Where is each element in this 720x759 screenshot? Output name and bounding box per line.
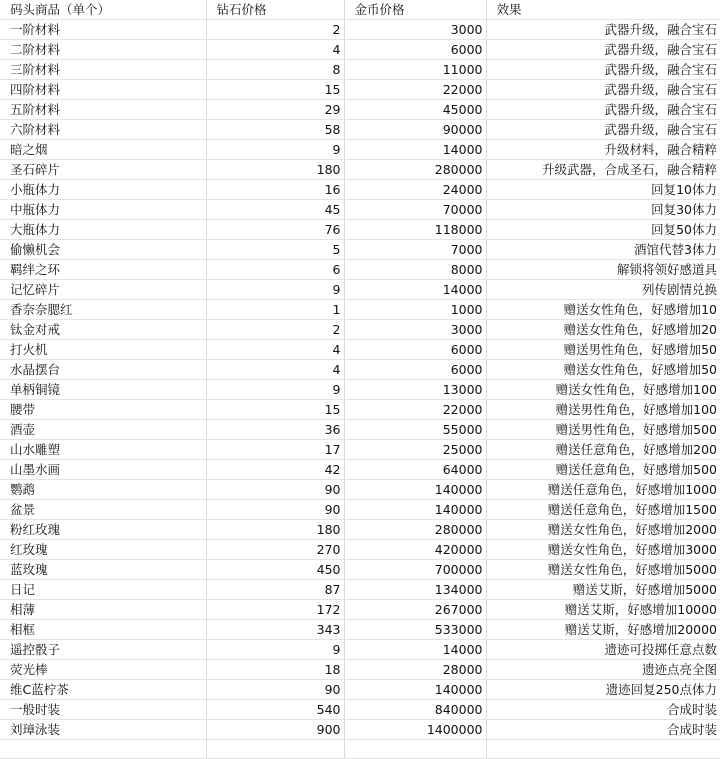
table-row xyxy=(0,640,720,660)
table-row xyxy=(0,300,720,320)
diamond-price-cell[interactable]: 9 xyxy=(206,380,344,400)
diamond-price-cell[interactable]: 29 xyxy=(206,100,344,120)
gold-price-cell[interactable]: 280000 xyxy=(344,160,486,180)
gold-price-cell[interactable]: 118000 xyxy=(344,220,486,240)
diamond-price-cell[interactable]: 2 xyxy=(206,20,344,40)
diamond-price-cell[interactable]: 5 xyxy=(206,240,344,260)
table-row xyxy=(0,280,720,300)
effect-cell[interactable]: 赠送艾斯，好感增加20000 xyxy=(486,620,720,640)
table-row xyxy=(0,40,720,60)
effect-cell[interactable]: 赠送艾斯，好感增加5000 xyxy=(486,580,720,600)
gold-price-cell[interactable]: 28000 xyxy=(344,660,486,680)
empty-cell[interactable] xyxy=(344,740,486,759)
effect-cell[interactable]: 赠送女性角色，好感增加5000 xyxy=(486,560,720,580)
gold-price-cell[interactable]: 3000 xyxy=(344,320,486,340)
diamond-price-cell[interactable]: 90 xyxy=(206,680,344,700)
diamond-price-cell[interactable]: 343 xyxy=(206,620,344,640)
table-row xyxy=(0,220,720,240)
header-diamond-price[interactable]: 钻石价格 xyxy=(206,0,344,20)
diamond-price-cell[interactable]: 17 xyxy=(206,440,344,460)
table-row xyxy=(0,260,720,280)
table-row xyxy=(0,120,720,140)
table-row xyxy=(0,720,720,740)
table-row xyxy=(0,100,720,120)
item-name-cell[interactable]: 六阶材料 xyxy=(0,120,206,140)
item-name-cell[interactable]: 维C蓝柠茶 xyxy=(0,680,206,700)
gold-price-cell[interactable]: 140000 xyxy=(344,480,486,500)
effect-cell[interactable]: 遗迹回复250点体力 xyxy=(486,680,720,700)
effect-cell[interactable]: 遗迹点亮全图 xyxy=(486,660,720,680)
diamond-price-cell[interactable]: 9 xyxy=(206,640,344,660)
table-row xyxy=(0,700,720,720)
table-body xyxy=(0,20,720,740)
gold-price-cell[interactable]: 420000 xyxy=(344,540,486,560)
item-name-cell[interactable]: 四阶材料 xyxy=(0,80,206,100)
table-row xyxy=(0,160,720,180)
effect-cell[interactable]: 列传剧情兑换 xyxy=(486,280,720,300)
item-name-cell[interactable]: 红玫瑰 xyxy=(0,540,206,560)
diamond-price-cell[interactable]: 87 xyxy=(206,580,344,600)
table-row xyxy=(0,500,720,520)
table-row xyxy=(0,680,720,700)
gold-price-cell[interactable]: 267000 xyxy=(344,600,486,620)
diamond-price-cell[interactable]: 4 xyxy=(206,40,344,60)
diamond-price-cell[interactable]: 900 xyxy=(206,720,344,740)
diamond-price-cell[interactable]: 16 xyxy=(206,180,344,200)
table-row xyxy=(0,440,720,460)
diamond-price-cell[interactable]: 45 xyxy=(206,200,344,220)
table-row xyxy=(0,600,720,620)
item-name-cell[interactable]: 打火机 xyxy=(0,340,206,360)
item-name-cell[interactable]: 记忆碎片 xyxy=(0,280,206,300)
item-name-cell[interactable]: 暗之烟 xyxy=(0,140,206,160)
header-item-name[interactable]: 码头商品（单个） xyxy=(0,0,206,20)
table-row xyxy=(0,60,720,80)
gold-price-cell[interactable]: 22000 xyxy=(344,80,486,100)
table-row xyxy=(0,140,720,160)
gold-price-cell[interactable]: 1400000 xyxy=(344,720,486,740)
table-row xyxy=(0,80,720,100)
gold-price-cell[interactable]: 45000 xyxy=(344,100,486,120)
item-name-cell[interactable]: 相框 xyxy=(0,620,206,640)
effect-cell[interactable]: 赠送女性角色，好感增加100 xyxy=(486,380,720,400)
item-name-cell[interactable]: 圣石碎片 xyxy=(0,160,206,180)
table-row xyxy=(0,340,720,360)
gold-price-cell[interactable]: 6000 xyxy=(344,40,486,60)
effect-cell[interactable]: 赠送任意角色，好感增加500 xyxy=(486,460,720,480)
item-name-cell[interactable]: 钛金对戒 xyxy=(0,320,206,340)
item-name-cell[interactable]: 五阶材料 xyxy=(0,100,206,120)
diamond-price-cell[interactable]: 6 xyxy=(206,260,344,280)
gold-price-cell[interactable]: 13000 xyxy=(344,380,486,400)
item-name-cell[interactable]: 单柄铜镜 xyxy=(0,380,206,400)
effect-cell[interactable]: 回复50体力 xyxy=(486,220,720,240)
gold-price-cell[interactable]: 533000 xyxy=(344,620,486,640)
diamond-price-cell[interactable]: 8 xyxy=(206,60,344,80)
effect-cell[interactable]: 升级武器，合成圣石，融合精粹 xyxy=(486,160,720,180)
diamond-price-cell[interactable]: 36 xyxy=(206,420,344,440)
effect-cell[interactable]: 赠送女性角色，好感增加50 xyxy=(486,360,720,380)
gold-price-cell[interactable]: 7000 xyxy=(344,240,486,260)
effect-cell[interactable]: 赠送任意角色，好感增加200 xyxy=(486,440,720,460)
table-row xyxy=(0,20,720,40)
item-name-cell[interactable]: 荧光棒 xyxy=(0,660,206,680)
item-name-cell[interactable]: 相薄 xyxy=(0,600,206,620)
effect-cell[interactable]: 赠送女性角色，好感增加2000 xyxy=(486,520,720,540)
gold-price-cell[interactable]: 22000 xyxy=(344,400,486,420)
diamond-price-cell[interactable]: 4 xyxy=(206,340,344,360)
gold-price-cell[interactable]: 840000 xyxy=(344,700,486,720)
item-name-cell[interactable]: 盆景 xyxy=(0,500,206,520)
gold-price-cell[interactable]: 700000 xyxy=(344,560,486,580)
item-name-cell[interactable]: 三阶材料 xyxy=(0,60,206,80)
diamond-price-cell[interactable]: 90 xyxy=(206,500,344,520)
diamond-price-cell[interactable]: 1 xyxy=(206,300,344,320)
table-row xyxy=(0,360,720,380)
effect-cell[interactable]: 升级材料，融合精粹 xyxy=(486,140,720,160)
effect-cell[interactable]: 酒馆代替3体力 xyxy=(486,240,720,260)
effect-cell[interactable]: 赠送男性角色，好感增加100 xyxy=(486,400,720,420)
item-name-cell[interactable]: 香奈奈腮红 xyxy=(0,300,206,320)
item-name-cell[interactable]: 一阶材料 xyxy=(0,20,206,40)
item-name-cell[interactable]: 蓝玫瑰 xyxy=(0,560,206,580)
diamond-price-cell[interactable]: 4 xyxy=(206,360,344,380)
effect-cell[interactable]: 合成时装 xyxy=(486,720,720,740)
gold-price-cell[interactable]: 280000 xyxy=(344,520,486,540)
gold-price-cell[interactable]: 55000 xyxy=(344,420,486,440)
gold-price-cell[interactable]: 14000 xyxy=(344,280,486,300)
table-row xyxy=(0,200,720,220)
item-name-cell[interactable]: 酒壶 xyxy=(0,420,206,440)
diamond-price-cell[interactable]: 42 xyxy=(206,460,344,480)
gold-price-cell[interactable]: 90000 xyxy=(344,120,486,140)
diamond-price-cell[interactable]: 2 xyxy=(206,320,344,340)
gold-price-cell[interactable]: 24000 xyxy=(344,180,486,200)
effect-cell[interactable]: 武器升级，融合宝石 xyxy=(486,100,720,120)
gold-price-cell[interactable]: 140000 xyxy=(344,500,486,520)
table-row xyxy=(0,400,720,420)
table-row xyxy=(0,480,720,500)
diamond-price-cell[interactable]: 450 xyxy=(206,560,344,580)
table-row xyxy=(0,320,720,340)
item-name-cell[interactable]: 粉红玫瑰 xyxy=(0,520,206,540)
gold-price-cell[interactable]: 11000 xyxy=(344,60,486,80)
item-name-cell[interactable]: 偷懒机会 xyxy=(0,240,206,260)
table-row xyxy=(0,380,720,400)
diamond-price-cell[interactable]: 180 xyxy=(206,520,344,540)
empty-cell[interactable] xyxy=(206,740,344,759)
gold-price-cell[interactable]: 1000 xyxy=(344,300,486,320)
diamond-price-cell[interactable]: 76 xyxy=(206,220,344,240)
item-name-cell[interactable]: 二阶材料 xyxy=(0,40,206,60)
diamond-price-cell[interactable]: 58 xyxy=(206,120,344,140)
item-name-cell[interactable]: 一般时装 xyxy=(0,700,206,720)
diamond-price-cell[interactable]: 270 xyxy=(206,540,344,560)
gold-price-cell[interactable]: 140000 xyxy=(344,680,486,700)
diamond-price-cell[interactable]: 18 xyxy=(206,660,344,680)
diamond-price-cell[interactable]: 180 xyxy=(206,160,344,180)
table-row xyxy=(0,560,720,580)
gold-price-cell[interactable]: 6000 xyxy=(344,360,486,380)
gold-price-cell[interactable]: 25000 xyxy=(344,440,486,460)
table-row xyxy=(0,180,720,200)
effect-cell[interactable]: 武器升级，融合宝石 xyxy=(486,40,720,60)
effect-cell[interactable]: 合成时装 xyxy=(486,700,720,720)
gold-price-cell[interactable]: 134000 xyxy=(344,580,486,600)
gold-price-cell[interactable]: 70000 xyxy=(344,200,486,220)
table-row xyxy=(0,620,720,640)
diamond-price-cell[interactable]: 15 xyxy=(206,400,344,420)
table-row xyxy=(0,580,720,600)
table-row xyxy=(0,660,720,680)
table-row xyxy=(0,460,720,480)
gold-price-cell[interactable]: 64000 xyxy=(344,460,486,480)
table-row xyxy=(0,420,720,440)
item-name-cell[interactable]: 腰带 xyxy=(0,400,206,420)
item-name-cell[interactable]: 羁绊之环 xyxy=(0,260,206,280)
item-name-cell[interactable]: 中瓶体力 xyxy=(0,200,206,220)
item-name-cell[interactable]: 小瓶体力 xyxy=(0,180,206,200)
diamond-price-cell[interactable]: 172 xyxy=(206,600,344,620)
effect-cell[interactable]: 解锁将领好感道具 xyxy=(486,260,720,280)
effect-cell[interactable]: 赠送女性角色，好感增加3000 xyxy=(486,540,720,560)
effect-cell[interactable]: 赠送女性角色，好感增加20 xyxy=(486,320,720,340)
gold-price-cell[interactable]: 3000 xyxy=(344,20,486,40)
gold-price-cell[interactable]: 14000 xyxy=(344,640,486,660)
effect-cell[interactable]: 赠送任意角色，好感增加1500 xyxy=(486,500,720,520)
diamond-price-cell[interactable]: 90 xyxy=(206,480,344,500)
empty-row xyxy=(0,740,720,759)
effect-cell[interactable]: 遗迹可投掷任意点数 xyxy=(486,640,720,660)
header-gold-price[interactable]: 金币价格 xyxy=(344,0,486,20)
header-row xyxy=(0,0,720,20)
effect-cell[interactable]: 赠送男性角色，好感增加500 xyxy=(486,420,720,440)
empty-cell[interactable] xyxy=(486,740,720,759)
empty-cell[interactable] xyxy=(0,740,206,759)
effect-cell[interactable]: 武器升级，融合宝石 xyxy=(486,80,720,100)
diamond-price-cell[interactable]: 540 xyxy=(206,700,344,720)
item-name-cell[interactable]: 山水雕塑 xyxy=(0,440,206,460)
item-name-cell[interactable]: 刘璋泳装 xyxy=(0,720,206,740)
item-name-cell[interactable]: 日记 xyxy=(0,580,206,600)
table-row xyxy=(0,240,720,260)
effect-cell[interactable]: 武器升级，融合宝石 xyxy=(486,120,720,140)
gold-price-cell[interactable]: 6000 xyxy=(344,340,486,360)
gold-price-cell[interactable]: 8000 xyxy=(344,260,486,280)
item-name-cell[interactable]: 山墨水画 xyxy=(0,460,206,480)
item-name-cell[interactable]: 鹦鹉 xyxy=(0,480,206,500)
item-name-cell[interactable]: 水晶摆台 xyxy=(0,360,206,380)
effect-cell[interactable]: 赠送男性角色，好感增加50 xyxy=(486,340,720,360)
effect-cell[interactable]: 武器升级，融合宝石 xyxy=(486,60,720,80)
item-name-cell[interactable]: 遥控骰子 xyxy=(0,640,206,660)
header-effect[interactable]: 效果 xyxy=(486,0,720,20)
table-row xyxy=(0,540,720,560)
effect-cell[interactable]: 赠送艾斯，好感增加10000 xyxy=(486,600,720,620)
item-name-cell[interactable]: 大瓶体力 xyxy=(0,220,206,240)
gold-price-cell[interactable]: 14000 xyxy=(344,140,486,160)
table-row xyxy=(0,520,720,540)
diamond-price-cell[interactable]: 15 xyxy=(206,80,344,100)
effect-cell[interactable]: 赠送任意角色，好感增加1000 xyxy=(486,480,720,500)
diamond-price-cell[interactable]: 9 xyxy=(206,140,344,160)
effect-cell[interactable]: 赠送女性角色，好感增加10 xyxy=(486,300,720,320)
diamond-price-cell[interactable]: 9 xyxy=(206,280,344,300)
effect-cell[interactable]: 武器升级，融合宝石 xyxy=(486,20,720,40)
effect-cell[interactable]: 回复10体力 xyxy=(486,180,720,200)
effect-cell[interactable]: 回复30体力 xyxy=(486,200,720,220)
